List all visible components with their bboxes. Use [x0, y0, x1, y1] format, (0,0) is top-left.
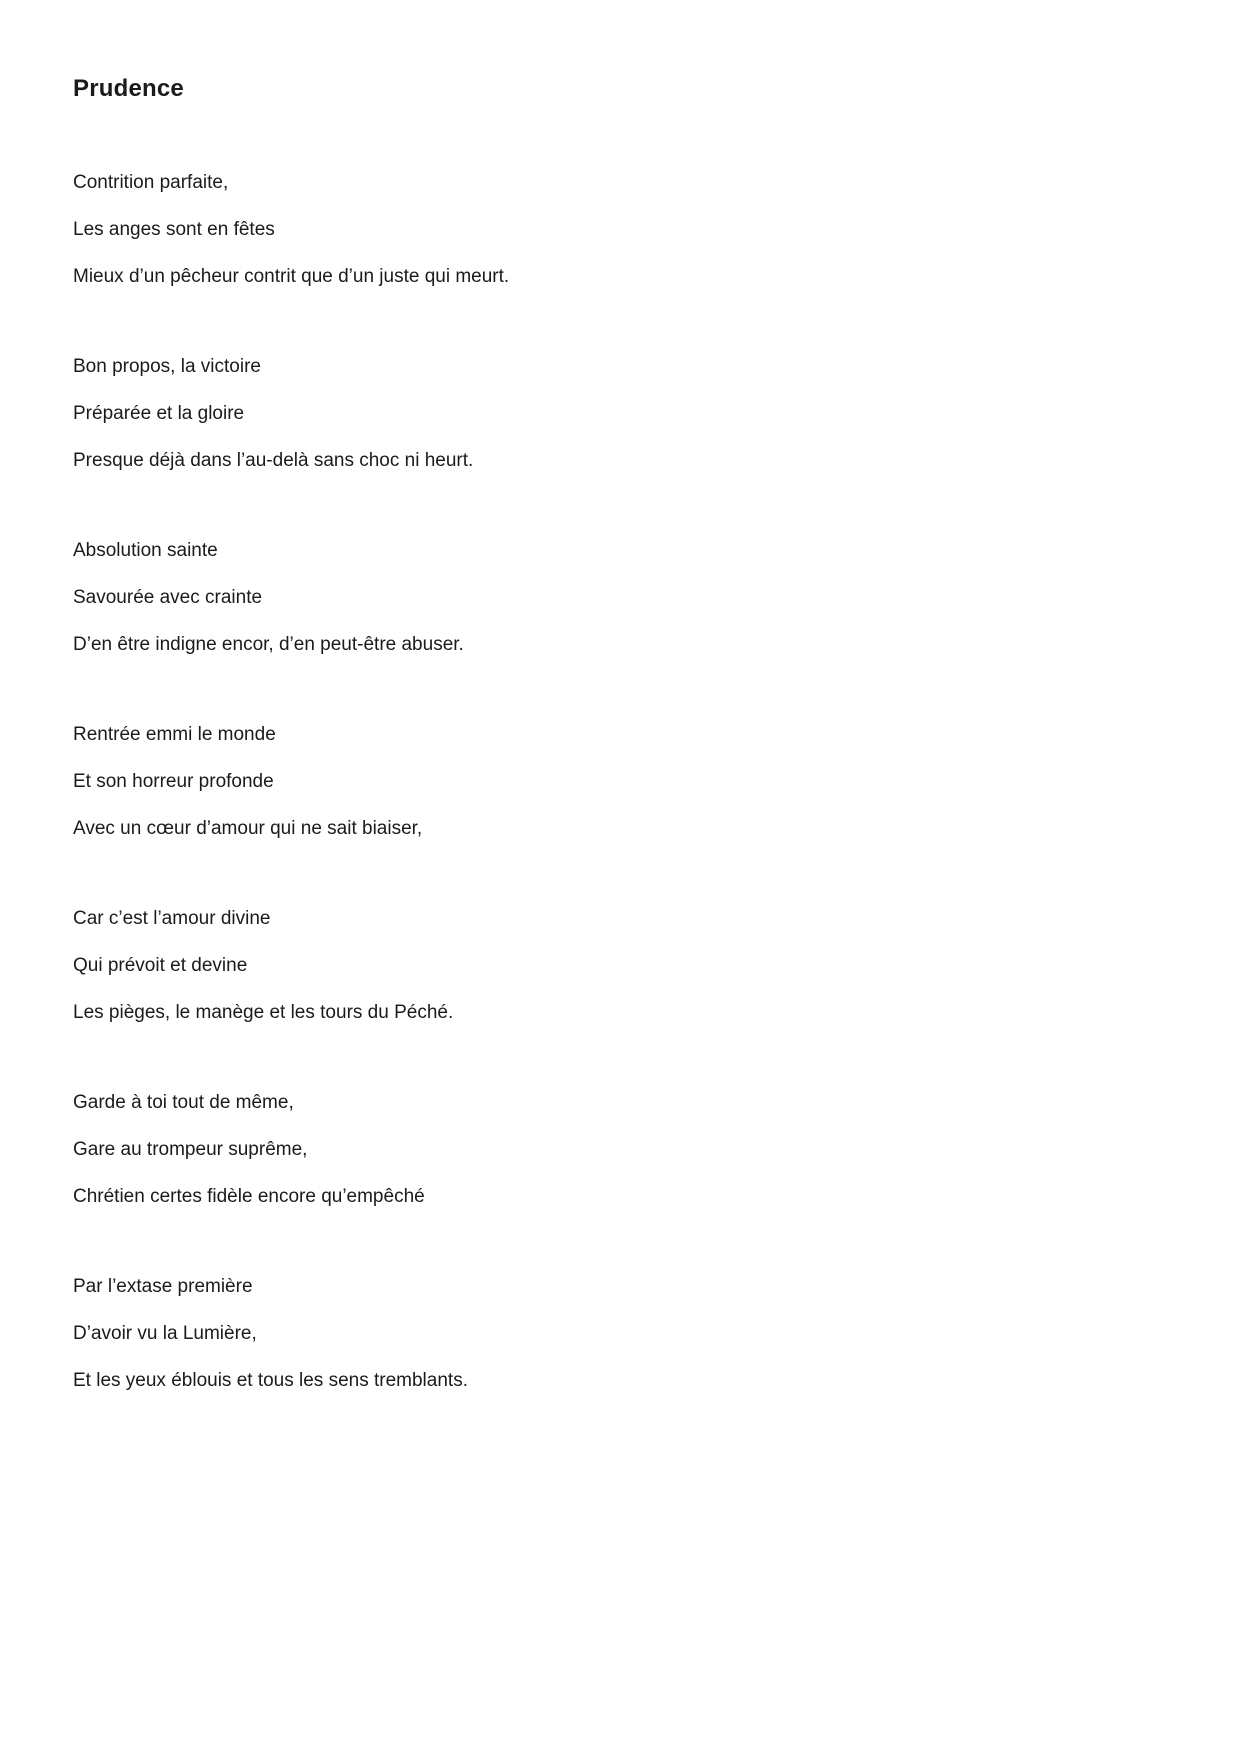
poem-line: Et son horreur profonde — [73, 771, 274, 792]
poem-line: Les anges sont en fêtes — [73, 219, 275, 240]
poem-line: Rentrée emmi le monde — [73, 724, 276, 745]
poem-line: Contrition parfaite, — [73, 172, 229, 193]
poem-line: Les pièges, le manège et les tours du Péché. — [73, 1002, 454, 1023]
stanza-6 — [73, 1079, 1152, 1220]
poem-line: Savourée avec crainte — [73, 587, 263, 608]
poem-line: D’en être indigne encor, d’en peut-être abuser. — [73, 634, 464, 655]
poem-line: Par l’extase première — [73, 1276, 253, 1297]
stanza-1 — [73, 159, 1152, 300]
poem-line: Car c’est l’amour divine — [73, 908, 271, 929]
poem-line: Bon propos, la victoire — [73, 356, 261, 377]
poem-line: Qui prévoit et devine — [73, 955, 248, 976]
document-title: Prudence — [73, 75, 184, 102]
poem-line: Garde à toi tout de même, — [73, 1092, 294, 1113]
poem-line: Mieux d’un pêcheur contrit que d’un juste qui meurt. — [73, 266, 510, 287]
poem-line: D’avoir vu la Lumière, — [73, 1323, 257, 1344]
stanza-7 — [73, 1263, 1152, 1404]
poem-line: Et les yeux éblouis et tous les sens tremblants. — [73, 1370, 468, 1391]
poem-line: Gare au trompeur suprême, — [73, 1139, 308, 1160]
poem-line: Avec un cœur d’amour qui ne sait biaiser, — [73, 818, 423, 839]
poem-line: Chrétien certes fidèle encore qu’empêché — [73, 1186, 425, 1207]
stanza-4 — [73, 711, 1152, 852]
stanza-3 — [73, 527, 1152, 668]
poem-line: Préparée et la gloire — [73, 403, 245, 424]
stanza-5 — [73, 895, 1152, 1036]
poem-line: Absolution sainte — [73, 540, 218, 561]
stanza-2 — [73, 343, 1152, 484]
poem-line: Presque déjà dans l’au-delà sans choc ni heurt. — [73, 450, 474, 471]
